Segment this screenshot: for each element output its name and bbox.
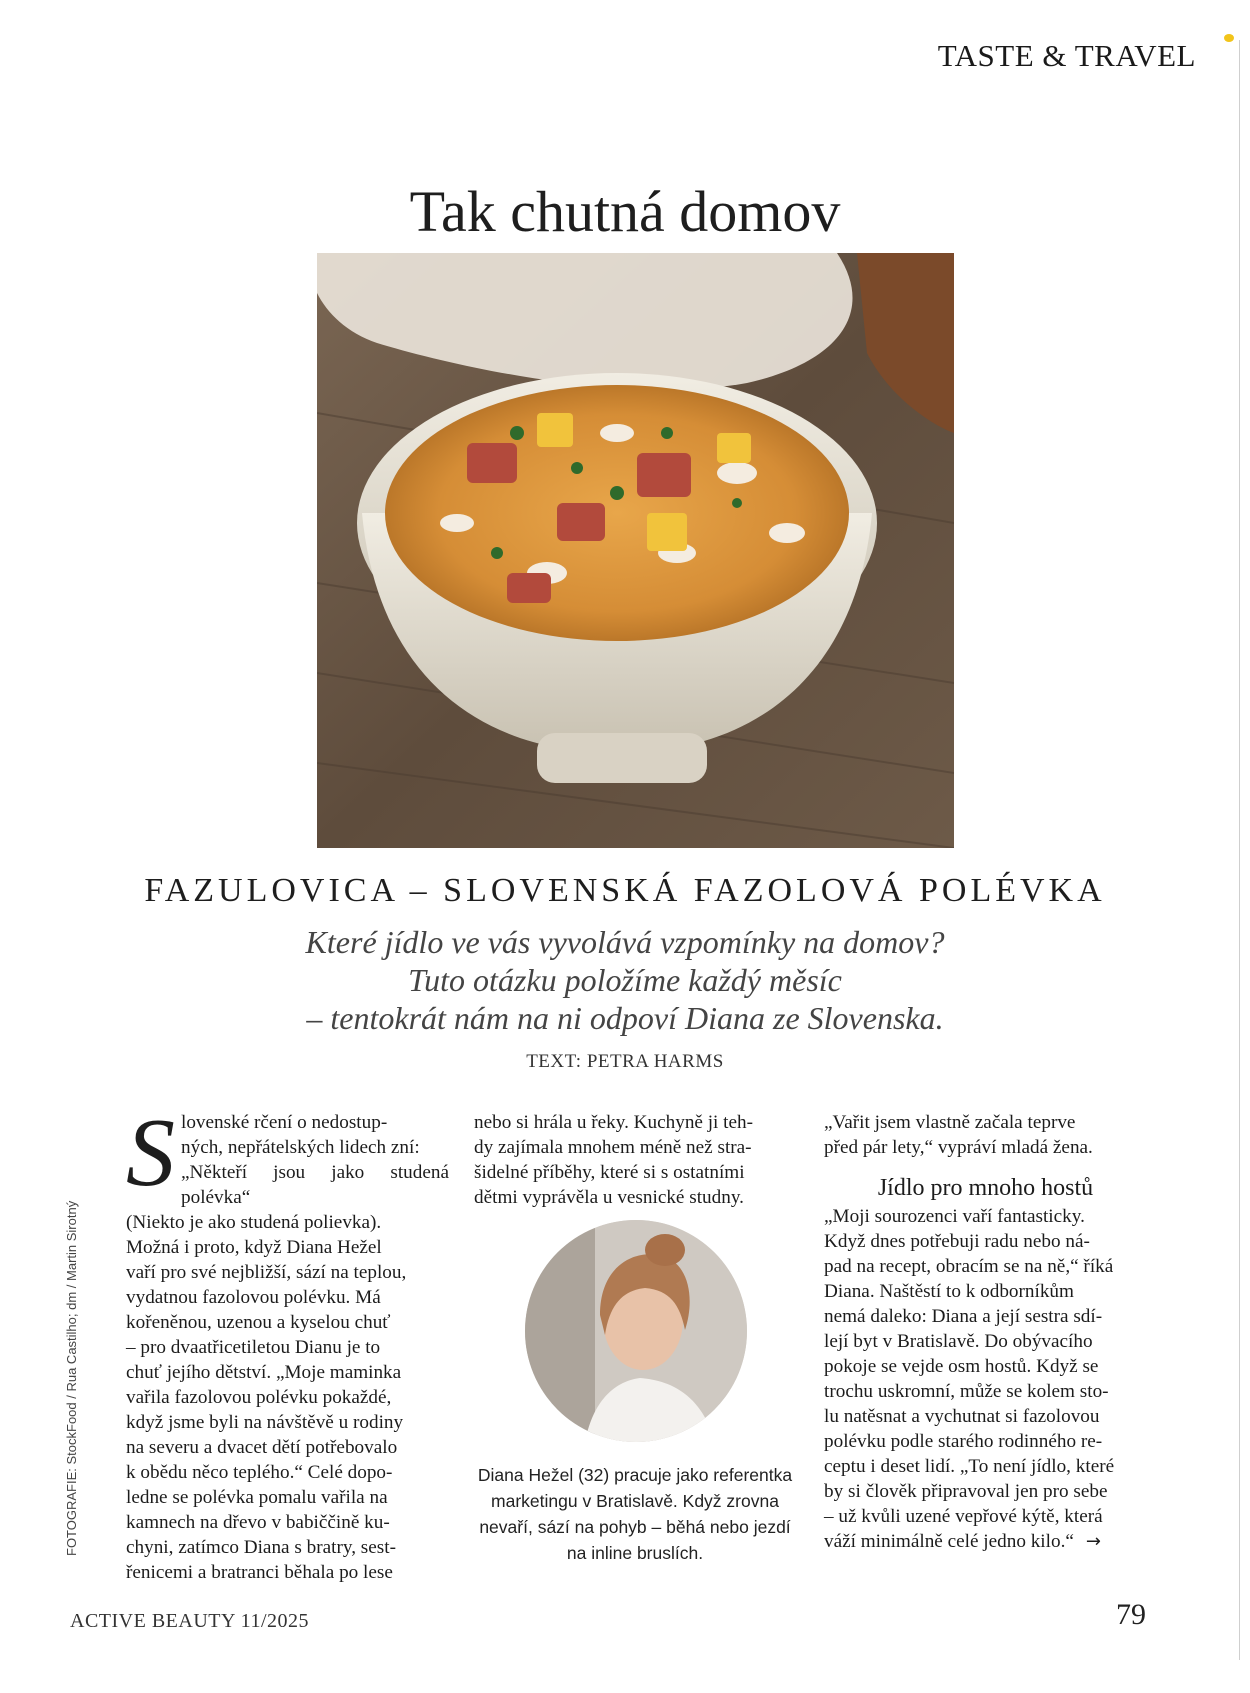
body-line: – pro dvaatřicetiletou Dianu je to — [126, 1337, 381, 1358]
body-line: kamnech na dřevo v babiččině ku- — [126, 1512, 390, 1533]
body-line: polévku podle starého rodinného re- — [824, 1431, 1103, 1452]
body-line: – už kvůli uzené vepřové kýtě, která — [824, 1506, 1103, 1527]
body-line: Diana. Naštěstí to k odborníkům — [824, 1281, 1074, 1302]
lede-line: – tentokrát nám na ni odpoví Diana ze Slovenska. — [306, 1000, 944, 1036]
body-line: vydatnou fazolovou polévku. Má — [126, 1287, 381, 1308]
lede-line: Které jídlo ve vás vyvolává vzpomínky na domov? — [305, 924, 945, 960]
body-line: k obědu něco teplého.“ Celé dopo- — [126, 1462, 393, 1483]
lede-line: Tuto otázku položíme každý měsíc — [408, 962, 842, 998]
byline: TEXT: PETRA HARMS — [526, 1051, 724, 1072]
body-line: ceptu i deset lidí. „To není jídlo, které — [824, 1456, 1115, 1477]
drop-cap: S — [126, 1099, 175, 1207]
body-line: dětmi vyprávěla u vesnické studny. — [474, 1187, 744, 1208]
portrait-photo — [525, 1220, 747, 1442]
magazine-issue: ACTIVE BEAUTY 11/2025 — [70, 1610, 309, 1632]
body-line: nebo si hrála u řeky. Kuchyně ji teh- — [474, 1112, 754, 1133]
body-line: šidelné příběhy, které si s ostatními — [474, 1162, 745, 1183]
article-title: Tak chutná domov — [409, 179, 841, 244]
caption-line: Diana Hežel (32) pracuje jako referentka — [477, 1465, 793, 1485]
body-line: (Niekto je ako studená polievka). — [126, 1212, 382, 1233]
body-line: když jsme byli na návštěvě u rodiny — [126, 1412, 404, 1433]
body-line: „Někteří jsou jako studená polévka“ — [181, 1162, 449, 1208]
body-line: kořeněnou, uzenou a kyselou chuť — [126, 1312, 391, 1333]
body-line-text: váží minimálně celé jedno kilo.“ — [824, 1531, 1074, 1552]
body-line: nemá daleko: Diana a její sestra sdí- — [824, 1306, 1103, 1327]
body-line: na severu a dvacet dětí potřebovalo — [126, 1437, 398, 1458]
body-line: řenicemi a bratranci běhala po lese — [126, 1562, 393, 1583]
body-line: ných, nepřátelských lidech zní: — [181, 1137, 420, 1158]
photo-credit: FOTOGRAFIE: StockFood / Rua Castilho; dm / Martin Sirotný — [64, 1200, 79, 1556]
body-line: chuť jejího dětství. „Moje maminka — [126, 1362, 402, 1383]
body-column-1 — [126, 1099, 449, 1585]
continue-arrow-icon: → — [1085, 1531, 1101, 1552]
article-subtitle: FAZULOVICA – SLOVENSKÁ FAZOLOVÁ POLÉVKA — [144, 872, 1106, 909]
body-column-2 — [474, 1110, 797, 1210]
caption-line: na inline bruslích. — [566, 1543, 704, 1563]
body-line: lu natěsnat a vychutnat si fazolovou — [824, 1406, 1100, 1427]
hero-soup-photo — [317, 253, 954, 848]
caption-line: marketingu v Bratislavě. Když zrovna — [491, 1491, 779, 1511]
body-line: Když dnes potřebuji radu nebo ná- — [824, 1231, 1090, 1252]
body-line: vařila fazolovou polévku pokaždé, — [126, 1387, 392, 1408]
body-line: by si člověk připravoval jen pro sebe — [824, 1481, 1108, 1502]
page-number: 79 — [1116, 1598, 1146, 1631]
body-line: lejí byt v Bratislavě. Do obývacího — [824, 1331, 1093, 1352]
article-lede — [0, 923, 1250, 1037]
portrait-caption — [470, 1462, 800, 1566]
page-edge-mark — [1224, 34, 1234, 42]
body-line: trochu uskromní, může se kolem sto- — [824, 1381, 1109, 1402]
body-line: „Moji sourozenci vaří fantasticky. — [824, 1206, 1085, 1227]
body-line: dy zajímala mnohem méně než stra- — [474, 1137, 752, 1158]
body-column-3 — [824, 1110, 1147, 1554]
body-line: před pár lety,“ vypráví mladá žena. — [824, 1137, 1093, 1158]
body-last-line — [824, 1529, 1147, 1554]
body-line: pad na recept, obracím se na ně,“ říká — [824, 1256, 1114, 1277]
section-subhead: Jídlo pro mnoho hostů — [877, 1175, 1094, 1201]
body-line: Možná i proto, když Diana Hežel — [126, 1237, 382, 1258]
body-line: ledne se polévka pomalu vařila na — [126, 1487, 388, 1508]
body-line: vaří pro své nejbližší, sází na teplou, — [126, 1262, 407, 1283]
caption-line: nevaří, sází na pohyb – běhá nebo jezdí — [479, 1517, 791, 1537]
body-line: chyni, zatímco Diana s bratry, sest- — [126, 1537, 396, 1558]
section-label: TASTE & TRAVEL — [937, 38, 1196, 73]
page-edge-line — [1239, 40, 1240, 1660]
body-line: „Vařit jsem vlastně začala teprve — [824, 1112, 1076, 1133]
body-line: pokoje se vejde osm hostů. Když se — [824, 1356, 1099, 1377]
body-line: lovenské rčení o nedostup- — [181, 1112, 388, 1133]
